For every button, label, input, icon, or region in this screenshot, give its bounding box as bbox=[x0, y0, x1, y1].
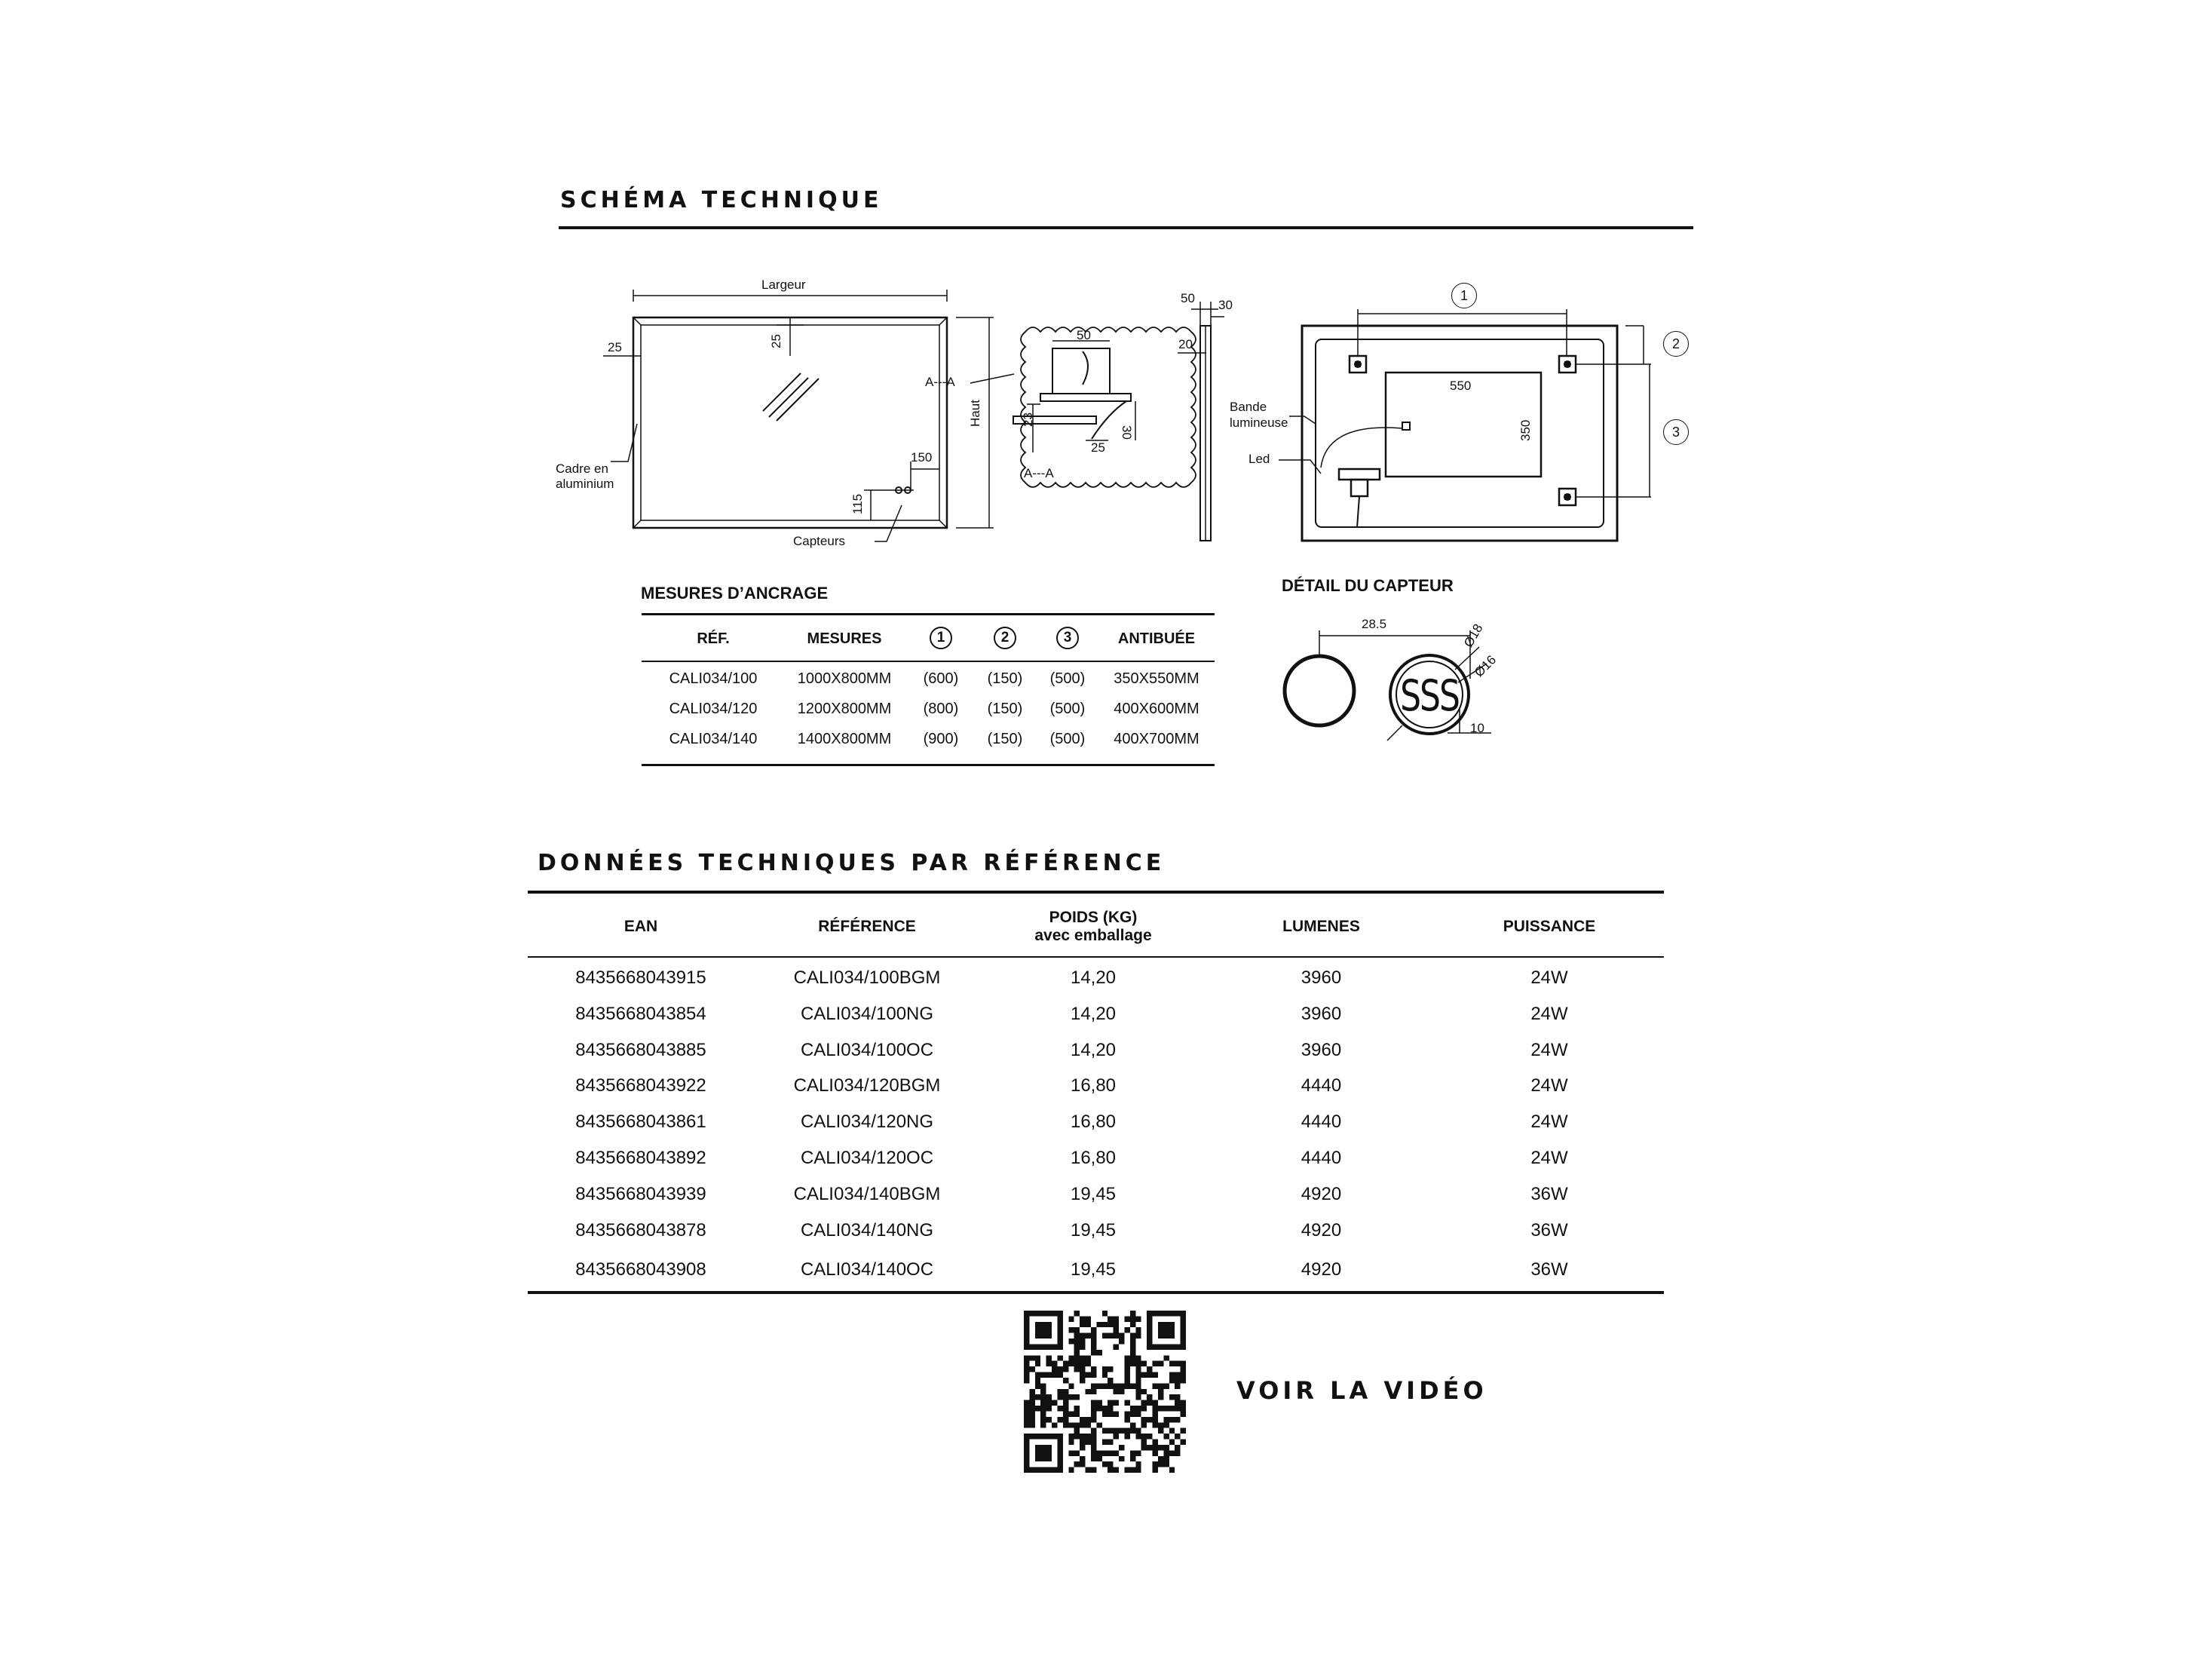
voir-video-link[interactable]: VOIR LA VIDÉO bbox=[1236, 1376, 1487, 1405]
donnees-header-poids: POIDS (KG) bbox=[1049, 909, 1138, 926]
table-cell-reference: CALI034/140NG bbox=[800, 1220, 934, 1240]
table-cell-puissance: 36W bbox=[1530, 1220, 1568, 1240]
label-section-mark-bottom: A---A bbox=[1024, 466, 1054, 480]
ancrage-header-antibuee: ANTIBUÉE bbox=[1117, 630, 1196, 647]
qr-code-image bbox=[1024, 1311, 1186, 1473]
ancrage-header-mesures: MESURES bbox=[807, 630, 882, 647]
table-cell-poids: 16,80 bbox=[1070, 1148, 1117, 1168]
ancrage-cell-c3: (500) bbox=[1049, 731, 1086, 747]
table-cell-lumenes: 4440 bbox=[1301, 1148, 1342, 1168]
table-cell-ean: 8435668043922 bbox=[575, 1075, 706, 1096]
ancrage-cell-c3: (500) bbox=[1049, 701, 1086, 717]
schema-title: SCHÉMA TECHNIQUE bbox=[560, 187, 883, 213]
table-cell-ean: 8435668043939 bbox=[575, 1184, 706, 1204]
label-dim-25-top: 25 bbox=[769, 334, 783, 348]
label-sec-23: 23 bbox=[1021, 412, 1035, 427]
label-haut: Haut bbox=[968, 400, 982, 427]
table-cell-reference: CALI034/120BGM bbox=[793, 1075, 941, 1096]
table-cell-lumenes: 4440 bbox=[1301, 1075, 1342, 1096]
table-cell-ean: 8435668043854 bbox=[575, 1004, 706, 1024]
table-cell-lumenes: 3960 bbox=[1301, 967, 1342, 988]
ancrage-cell-c1: (600) bbox=[923, 670, 959, 687]
donnees-header-rule bbox=[528, 956, 1664, 958]
ancrage-cell-c2: (150) bbox=[987, 701, 1023, 717]
table-cell-reference: CALI034/120OC bbox=[800, 1148, 934, 1168]
qr-code[interactable] bbox=[1024, 1311, 1186, 1473]
table-cell-ean: 8435668043885 bbox=[575, 1040, 706, 1060]
sensor-outline-left bbox=[1285, 656, 1354, 725]
table-cell-puissance: 24W bbox=[1530, 967, 1568, 988]
section-detail-outline bbox=[1021, 327, 1196, 487]
table-cell-ean: 8435668043915 bbox=[575, 967, 706, 988]
table-cell-lumenes: 4920 bbox=[1301, 1184, 1342, 1204]
table-cell-reference: CALI034/120NG bbox=[800, 1112, 934, 1132]
label-led: Led bbox=[1248, 452, 1270, 466]
table-cell-lumenes: 4440 bbox=[1301, 1112, 1342, 1132]
table-cell-puissance: 36W bbox=[1530, 1259, 1568, 1280]
table-cell-ean: 8435668043878 bbox=[575, 1220, 706, 1240]
label-side-30: 30 bbox=[1218, 298, 1233, 312]
label-section-mark-top: A---A bbox=[925, 375, 955, 389]
table-cell-ean: 8435668043908 bbox=[575, 1259, 706, 1280]
donnees-header-poids-sub: avec emballage bbox=[1034, 927, 1152, 944]
table-cell-reference: CALI034/140BGM bbox=[793, 1184, 941, 1204]
ancrage-cell-ref: CALI034/120 bbox=[669, 701, 758, 717]
label-sec-25: 25 bbox=[1091, 440, 1105, 455]
label-dim-115: 115 bbox=[850, 493, 865, 514]
table-cell-reference: CALI034/100NG bbox=[800, 1004, 934, 1024]
label-aluminium: aluminium bbox=[556, 477, 614, 491]
donnees-header-ean: EAN bbox=[623, 918, 658, 935]
table-cell-lumenes: 4920 bbox=[1301, 1220, 1342, 1240]
table-cell-poids: 14,20 bbox=[1070, 967, 1117, 988]
ancrage-cell-c3: (500) bbox=[1049, 670, 1086, 687]
capteur-dim-18: Ø18 bbox=[1461, 621, 1486, 650]
table-cell-ean: 8435668043861 bbox=[575, 1112, 706, 1132]
table-cell-puissance: 24W bbox=[1530, 1004, 1568, 1024]
label-lumineuse: lumineuse bbox=[1230, 416, 1288, 430]
table-cell-reference: CALI034/100BGM bbox=[793, 967, 941, 988]
ancrage-cell-c1: (800) bbox=[923, 701, 959, 717]
label-bande: Bande bbox=[1230, 400, 1267, 414]
donnees-title: DONNÉES TECHNIQUES PAR RÉFÉRENCE bbox=[538, 850, 1166, 876]
ancrage-title: MESURES D’ANCRAGE bbox=[641, 584, 829, 603]
table-cell-puissance: 24W bbox=[1530, 1040, 1568, 1060]
table-cell-poids: 16,80 bbox=[1070, 1075, 1117, 1096]
ancrage-cell-ref: CALI034/100 bbox=[669, 670, 758, 687]
label-dim-150: 150 bbox=[911, 450, 933, 465]
label-capteurs: Capteurs bbox=[793, 534, 845, 548]
donnees-bottom-rule bbox=[528, 1291, 1664, 1294]
anchor-point-icon bbox=[1355, 361, 1361, 367]
table-cell-reference: CALI034/140OC bbox=[800, 1259, 934, 1280]
table-cell-lumenes: 3960 bbox=[1301, 1004, 1342, 1024]
dim-circle-1: 1 bbox=[1451, 283, 1477, 308]
ancrage-header-ref: RÉF. bbox=[697, 630, 730, 647]
ancrage-cell-antibuee: 350X550MM bbox=[1114, 670, 1199, 687]
ancrage-cell-c1: (900) bbox=[923, 731, 959, 747]
ancrage-cell-mesures: 1000X800MM bbox=[797, 670, 892, 687]
label-dim-25-left: 25 bbox=[608, 340, 622, 354]
label-side-50: 50 bbox=[1181, 291, 1195, 305]
table-cell-poids: 14,20 bbox=[1070, 1004, 1117, 1024]
table-cell-poids: 19,45 bbox=[1070, 1259, 1117, 1280]
table-cell-puissance: 24W bbox=[1530, 1112, 1568, 1132]
table-cell-lumenes: 4920 bbox=[1301, 1259, 1342, 1280]
table-cell-puissance: 24W bbox=[1530, 1148, 1568, 1168]
table-cell-puissance: 24W bbox=[1530, 1075, 1568, 1096]
donnees-header-reference: RÉFÉRENCE bbox=[818, 918, 916, 935]
label-back-350: 350 bbox=[1518, 419, 1533, 441]
table-cell-puissance: 36W bbox=[1530, 1184, 1568, 1204]
capteur-sss-mark: SSS bbox=[1400, 671, 1459, 722]
table-cell-poids: 19,45 bbox=[1070, 1220, 1117, 1240]
table-cell-reference: CALI034/100OC bbox=[800, 1040, 934, 1060]
capteur-title: DÉTAIL DU CAPTEUR bbox=[1282, 576, 1454, 595]
table-cell-poids: 19,45 bbox=[1070, 1184, 1117, 1204]
donnees-top-rule bbox=[528, 891, 1664, 894]
ancrage-cell-mesures: 1200X800MM bbox=[797, 701, 892, 717]
label-largeur: Largeur bbox=[761, 278, 806, 292]
label-cadre: Cadre en bbox=[556, 462, 608, 476]
label-sec-50: 50 bbox=[1077, 328, 1091, 342]
anchor-point-icon bbox=[1564, 494, 1570, 500]
table-cell-ean: 8435668043892 bbox=[575, 1148, 706, 1168]
ancrage-cell-mesures: 1400X800MM bbox=[797, 731, 892, 747]
table-cell-poids: 14,20 bbox=[1070, 1040, 1117, 1060]
table-cell-poids: 16,80 bbox=[1070, 1112, 1117, 1132]
label-side-20: 20 bbox=[1178, 337, 1193, 351]
table-cell-lumenes: 3960 bbox=[1301, 1040, 1342, 1060]
capteur-dim-10: 10 bbox=[1470, 721, 1484, 735]
label-sec-30: 30 bbox=[1120, 425, 1134, 440]
dim-circle-2: 2 bbox=[1663, 331, 1689, 357]
ancrage-header-circle-3: 3 bbox=[1056, 627, 1079, 649]
ancrage-header-circle-1: 1 bbox=[930, 627, 952, 649]
anchor-point-icon bbox=[1564, 361, 1570, 367]
ancrage-header-circle-2: 2 bbox=[994, 627, 1016, 649]
ancrage-bottom-rule bbox=[642, 764, 1215, 766]
ancrage-top-rule bbox=[642, 613, 1215, 615]
ancrage-header-rule bbox=[642, 661, 1215, 662]
donnees-header-lumenes: LUMENES bbox=[1282, 918, 1360, 935]
ancrage-cell-c2: (150) bbox=[987, 731, 1023, 747]
capteur-dim-16: Ø16 bbox=[1472, 652, 1500, 680]
ancrage-cell-antibuee: 400X700MM bbox=[1114, 731, 1199, 747]
dim-circle-3: 3 bbox=[1663, 419, 1689, 445]
ancrage-cell-ref: CALI034/140 bbox=[669, 731, 758, 747]
label-back-550: 550 bbox=[1450, 379, 1472, 393]
donnees-header-puissance: PUISSANCE bbox=[1503, 918, 1596, 935]
capteur-dim-285: 28.5 bbox=[1362, 617, 1387, 631]
ancrage-cell-antibuee: 400X600MM bbox=[1114, 701, 1199, 717]
ancrage-cell-c2: (150) bbox=[987, 670, 1023, 687]
